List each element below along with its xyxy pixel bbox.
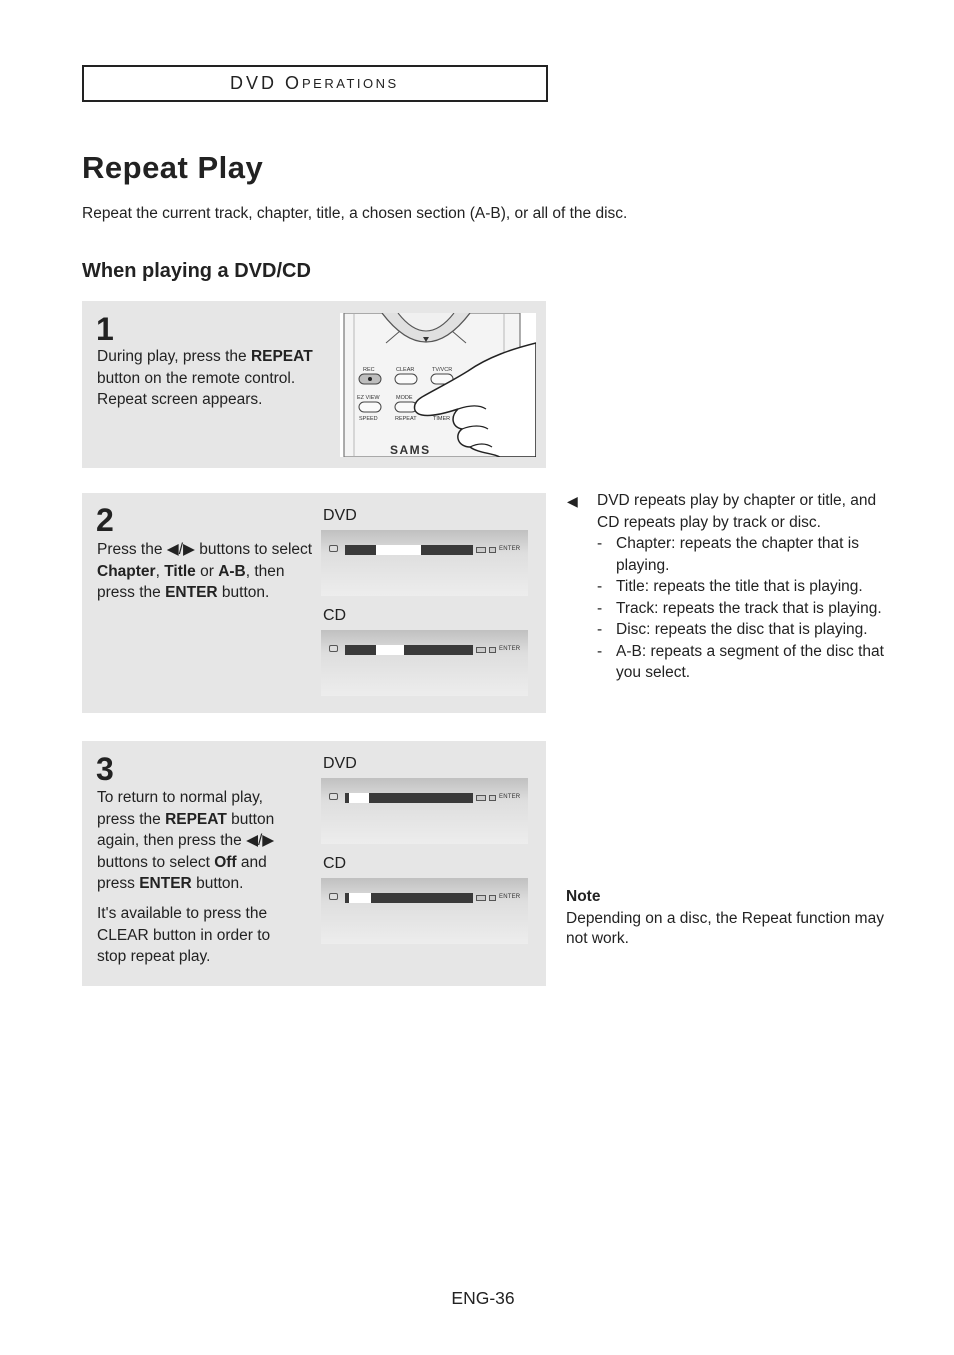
svg-text:TIMER: TIMER [433,416,451,422]
step3-panel [82,741,546,986]
page-number: ENG-36 [451,1288,515,1308]
svg-text:SAMS: SAMS [390,443,431,457]
step2-text: Press the ◀/▶ buttons to select Chapter, Title or A-B, then press the ENTER button. [97,541,313,601]
svg-text:CLEAR: CLEAR [396,367,415,373]
osd-enter-icon [489,795,496,801]
repeat-osd-bar [327,892,527,905]
repeat-icon [329,793,338,800]
list-item: - Title: repeats the title that is playing. [597,578,863,595]
section-letter: D [230,73,246,93]
step3-cd-osd [321,878,528,944]
pointer-arrow-icon: ◀ [567,493,578,509]
repeat-mode-list [597,533,897,684]
svg-text:TV/VCR: TV/VCR [432,367,453,373]
section-header-box [82,65,548,102]
svg-text:REC: REC [363,367,375,373]
note-heading: Note [566,888,601,905]
repeat-osd-bar [327,544,527,557]
osd-nav-icon [476,895,486,901]
step1-number: 1 [96,311,114,347]
osd-enter-label: ENTER [499,646,521,652]
step3-text-clear: It's available to press the CLEAR button in order to stop repeat play. [97,905,271,965]
repeat-explanation-main: DVD repeats play by chapter or title, and CD repeats play by track or disc. [597,492,877,531]
repeat-icon [329,545,338,552]
section-text: VD O [246,73,303,93]
step3-text: To return to normal play, press the REPEAT button again, then press the ◀/▶ buttons to select Off and press ENTER button. [97,789,275,892]
svg-text:SPEED: SPEED [359,416,378,422]
step2-panel [82,493,546,713]
svg-text:MODE: MODE [396,395,413,401]
step2-cd-label: CD [323,607,347,624]
list-item: - Chapter: repeats the chapter that is playing. [597,535,859,574]
step1-panel [82,301,546,468]
svg-text:EZ VIEW: EZ VIEW [357,395,380,401]
repeat-osd-bar [327,792,527,805]
osd-enter-label: ENTER [499,894,521,900]
step3-cd-label: CD [323,855,347,872]
section-text-small: PERATIONS [302,76,399,91]
step2-dvd-label: DVD [323,507,357,524]
step1-text: During play, press the REPEAT button on the remote control. Repeat screen appears. [97,348,313,408]
osd-nav-icon [476,647,486,653]
list-item: - A-B: repeats a segment of the disc that you select. [597,642,884,681]
step2-number: 2 [96,502,114,538]
osd-nav-icon [476,547,486,553]
list-item: - Disc: repeats the disc that is playing. [597,621,868,638]
step3-number: 3 [96,751,114,787]
subheading: When playing a DVD/CD [82,260,311,282]
repeat-icon [329,893,338,900]
osd-enter-icon [489,895,496,901]
list-item: - Track: repeats the track that is playing. [597,599,882,617]
step3-dvd-label: DVD [323,755,357,772]
intro-text: Repeat the current track, chapter, title, a chosen section (A-B), or all of the disc. [82,205,628,222]
osd-nav-icon [476,795,486,801]
step3-dvd-osd [321,778,528,844]
osd-enter-icon [489,547,496,553]
svg-text:REPEAT: REPEAT [395,416,417,422]
remote-control-illustration [340,313,536,457]
page-title: Repeat Play [82,150,264,185]
step2-dvd-osd [321,530,528,596]
note-block [566,888,886,949]
repeat-icon [329,645,338,652]
osd-enter-label: ENTER [499,794,521,800]
repeat-osd-bar [327,644,527,657]
note-text: Depending on a disc, the Repeat function may not work. [566,910,884,947]
osd-enter-label: ENTER [499,546,521,552]
step2-cd-osd [321,630,528,696]
osd-enter-icon [489,647,496,653]
